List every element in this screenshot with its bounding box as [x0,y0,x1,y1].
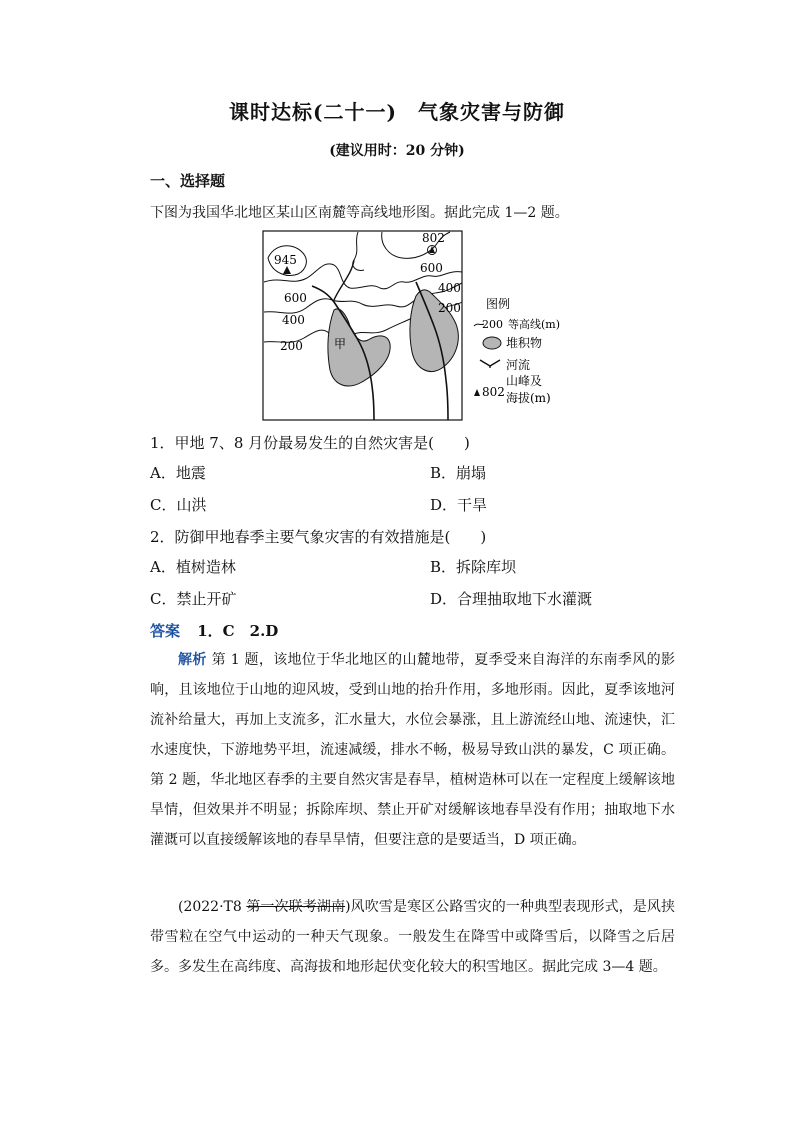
passage-paragraph [150,892,675,982]
label-600-west: 600 [284,291,307,305]
label-jia: 甲 [334,337,347,351]
legend-peak-line2: 海拔(m) [506,391,551,405]
answer-line [150,620,278,641]
label-945: 945 [274,253,297,267]
peak-triangle-icon [474,389,480,396]
question-2-option-c[interactable]: C．禁止开矿 [150,590,237,608]
question-2-stem: 2．防御甲地春季主要气象灾害的有效措施是( ) [150,528,487,546]
question-2-option-a[interactable]: A．植树造林 [150,558,236,576]
passage-source-prefix: (2022·T8 [178,899,247,915]
legend-river-label: 河流 [506,358,531,372]
legend-title: 图例 [486,297,511,311]
analysis-paragraph [150,645,675,855]
section-heading: 一、选择题 [150,172,226,190]
label-802: 802 [422,231,445,245]
river-west-tributary [334,260,354,300]
page-title: 课时达标(二十一) 气象灾害与防御 [229,100,565,124]
question-1-option-a[interactable]: A．地震 [150,464,206,482]
passage-source-suffix: ) [345,899,351,915]
question-2-option-d[interactable]: D．合理抽取地下水灌溉 [430,590,593,608]
deposit-ellipse-icon [483,337,501,349]
analysis-text: 第 1 题，该地位于华北地区的山麓地带，夏季受来自海洋的东南季风的影响，且该地位于山地的迎风坡，受到山地的抬升作用，多地形雨。因此，夏季该地河流补给量大，再加上支流多，汇水量大，水位会暴涨，且上游流经山地、流速快，汇水速度快，下游地势平坦，流速减缓，排水不畅，极易导致山洪的暴发，C 项正确。第 2 题，华北地区春季的主要自然灾害是春旱，植树造林可以在一定程度上缓解该地旱情，但效果并不明显；拆除库坝、禁止开矿对缓解该地春旱没有作用；抽取地下水灌溉可以直接缓解该地的春旱旱情，但要注意的是要适当，D 项正确。 [150,652,676,848]
label-600-east: 600 [420,261,443,275]
peak-945-icon [283,266,291,274]
ridge-contour [353,232,364,270]
answer-label: 答案 [150,622,181,640]
question-2-option-b[interactable]: B．拆除库坝 [430,558,517,576]
label-200-west: 200 [280,339,303,353]
question-intro: 下图为我国华北地区某山区南麓等高线地形图。据此完成 1—2 题。 [150,205,569,221]
legend-peak-line1: 山峰及 [506,374,543,388]
suggested-time: (建议用时：20 分钟) [329,143,465,159]
question-1-option-c[interactable]: C．山洪 [150,496,207,514]
passage-source-strike: 第一次联考湖南 [246,899,346,915]
question-1-option-d[interactable]: D．干旱 [430,496,488,514]
label-400-west: 400 [282,313,305,327]
answer-text: 1．C 2.D [197,622,279,640]
legend-peak-value: 802 [482,385,505,399]
label-200-east: 200 [438,301,461,315]
legend-contour-text: 等高线(m) [508,318,561,331]
label-400-east: 400 [438,281,461,295]
analysis-label: 解析 [178,652,207,668]
contour-map-figure [262,230,562,422]
question-1-stem: 1．甲地 7、8 月份最易发生的自然灾害是( ) [150,434,470,452]
river-icon [480,360,500,368]
question-1-option-b[interactable]: B．崩塌 [430,464,487,482]
legend-deposit-label: 堆积物 [506,336,543,350]
legend-contour-value: 200 [482,318,503,331]
passage-text: 风吹雪是寒区公路雪灾的一种典型表现形式，是风挟带雪粒在空气中运动的一种天气现象。一般发生在降雪中或降雪后，以降雪之后居多。多发生在高纬度、高海拔和地形起伏变化较大的积雪地区。据此完成 3—4 题。 [150,899,675,975]
